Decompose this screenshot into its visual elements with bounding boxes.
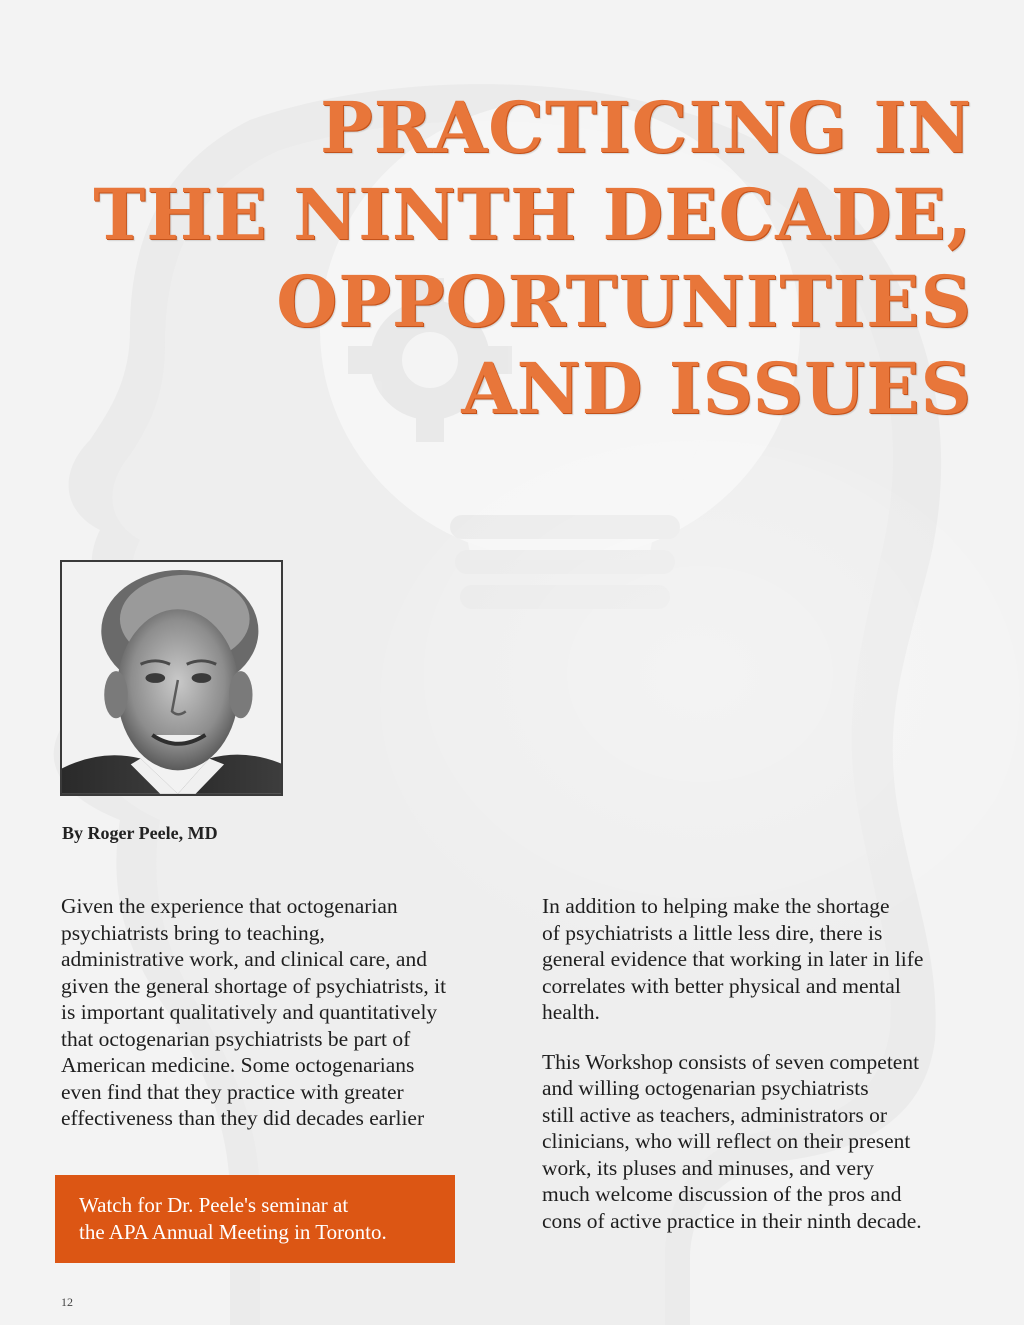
title-line-4: AND ISSUES [461, 347, 972, 430]
article-title [32, 84, 972, 432]
callout-text: Watch for Dr. Peele's seminar at the APA Annual Meeting in Toronto. [79, 1193, 387, 1244]
page-number: 12 [61, 1295, 73, 1309]
author-portrait-icon [62, 562, 281, 794]
title-line-1: PRACTICING IN [320, 86, 972, 169]
right-paragraph-1: In addition to helping make the shortage of psychiatrists a little less dire, there is general evidence that working in later in life correlates with better physical and mental health. [542, 894, 924, 1024]
title-line-2: THE NINTH DECADE, [93, 173, 972, 256]
byline: By Roger Peele, MD [62, 823, 218, 843]
seminar-callout-box [55, 1175, 455, 1263]
left-column [61, 893, 491, 1132]
author-photo [60, 560, 283, 796]
title-line-3: OPPORTUNITIES [276, 260, 972, 343]
left-paragraph: Given the experience that octogenarian psychiatrists bring to teaching, administrative work, and clinical care, and given the general shortage of psychiatrists, it is important qualitatively and quantitatively that octogenarian psychiatrists be part of American medicine. Some octogenarians even find that they practice with greater effectiveness than they did decades earlier [61, 894, 447, 1130]
right-paragraph-2: This Workshop consists of seven competent and willing octogenarian psychiatrists still active as teachers, administrators or clinicians, who will reflect on their present work, its pluses and minuses, and very much welcome discussion of the pros and cons of active practice in their ninth decade. [542, 1049, 922, 1233]
right-column [542, 893, 982, 1234]
